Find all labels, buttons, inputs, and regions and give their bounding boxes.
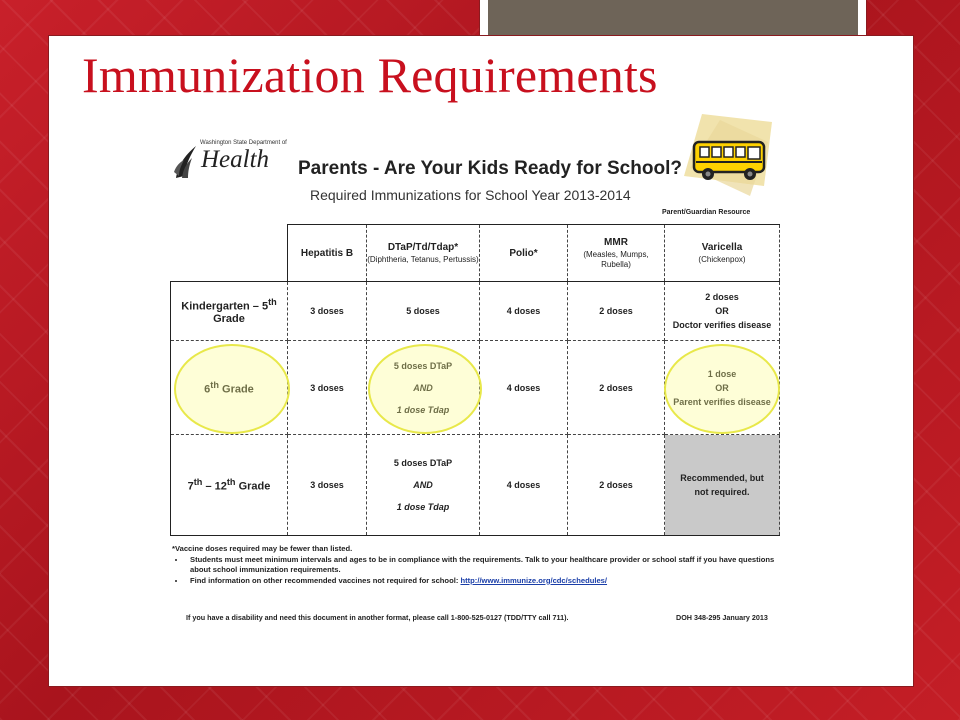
cell-hepb: 3 doses bbox=[288, 282, 367, 341]
cell-polio: 4 doses bbox=[480, 435, 568, 536]
disability-notice: If you have a disability and need this document in another format, please call 1-800-525-0127 (TDD/TTY call 711). bbox=[186, 613, 569, 622]
cell-polio: 4 doses bbox=[480, 341, 568, 435]
schedules-link[interactable]: http://www.immunize.org/cdc/schedules/ bbox=[460, 575, 608, 585]
note-item: • Students must meet minimum intervals and ages to be in compliance with the requirements. Talk to your healthcare provider or school staff if you have questions about school immunization requirements. bbox=[186, 555, 782, 576]
row-label-kindergarten: Kindergarten – 5th Grade bbox=[171, 282, 288, 341]
cell-hepb: 3 doses bbox=[288, 341, 367, 435]
header-hepatitis-b: Hepatitis B bbox=[288, 225, 367, 282]
cell-dtap: 5 doses DTaP AND 1 dose Tdap bbox=[367, 341, 480, 435]
header-dtap: DTaP/Td/Tdap* (Diphtheria, Tetanus, Pertussis) bbox=[367, 225, 480, 282]
resource-label: Parent/Guardian Resource bbox=[662, 209, 751, 216]
header-varicella: Varicella (Chickenpox) bbox=[665, 225, 780, 282]
cell-dtap: 5 doses bbox=[367, 282, 480, 341]
table-row bbox=[171, 282, 780, 341]
slide-title: Immunization Requirements bbox=[82, 47, 658, 103]
cell-mmr: 2 doses bbox=[568, 435, 665, 536]
table-row bbox=[171, 435, 780, 536]
poster-subtitle: Required Immunizations for School Year 2013-2014 bbox=[310, 187, 631, 203]
header-polio: Polio* bbox=[480, 225, 568, 282]
cell-polio: 4 doses bbox=[480, 282, 568, 341]
cell-varicella: Recommended, but not required. bbox=[665, 435, 780, 536]
header-varicella-sub: (Chickenpox) bbox=[698, 254, 746, 264]
logo-word: Health bbox=[201, 146, 270, 173]
poster-title: Parents - Are Your Kids Ready for School? bbox=[298, 158, 682, 179]
cell-mmr: 2 doses bbox=[568, 341, 665, 435]
cell-hepb: 3 doses bbox=[288, 435, 367, 536]
table-header-row bbox=[171, 225, 780, 282]
header-dtap-sub: (Diphtheria, Tetanus, Pertussis) bbox=[367, 254, 479, 264]
document-number: DOH 348-295 January 2013 bbox=[676, 613, 768, 622]
cell-varicella: 2 doses OR Doctor verifies disease bbox=[665, 282, 780, 341]
health-logo bbox=[172, 140, 287, 182]
cell-dtap: 5 doses DTaP AND 1 dose Tdap bbox=[367, 435, 480, 536]
header-mmr-sub: (Measles, Mumps, Rubella) bbox=[583, 249, 649, 269]
row-label-6th-grade: 6th Grade bbox=[171, 341, 288, 435]
header-mmr: MMR (Measles, Mumps, Rubella) bbox=[568, 225, 665, 282]
notes-section bbox=[172, 544, 782, 586]
school-bus-icon bbox=[680, 112, 776, 202]
cell-varicella: 1 dose OR Parent verifies disease bbox=[665, 341, 780, 435]
table-corner bbox=[171, 225, 288, 282]
notes-list bbox=[172, 555, 782, 587]
star-note: *Vaccine doses required may be fewer than listed. bbox=[172, 544, 353, 553]
health-logo-icon bbox=[172, 142, 200, 180]
highlight-circle-6th-grade bbox=[174, 344, 290, 434]
logo-agency-text: Washington State Department of bbox=[200, 140, 287, 146]
row-label-7th-12th-grade: 7th – 12th Grade bbox=[171, 435, 288, 536]
highlight-circle-varicella bbox=[664, 344, 780, 434]
highlight-circle-dtap bbox=[368, 344, 482, 434]
cell-mmr: 2 doses bbox=[568, 282, 665, 341]
note-item: • Find information on other recommended vaccines not required for school: http://www.immunize.org/cdc/schedules/ bbox=[186, 576, 782, 587]
